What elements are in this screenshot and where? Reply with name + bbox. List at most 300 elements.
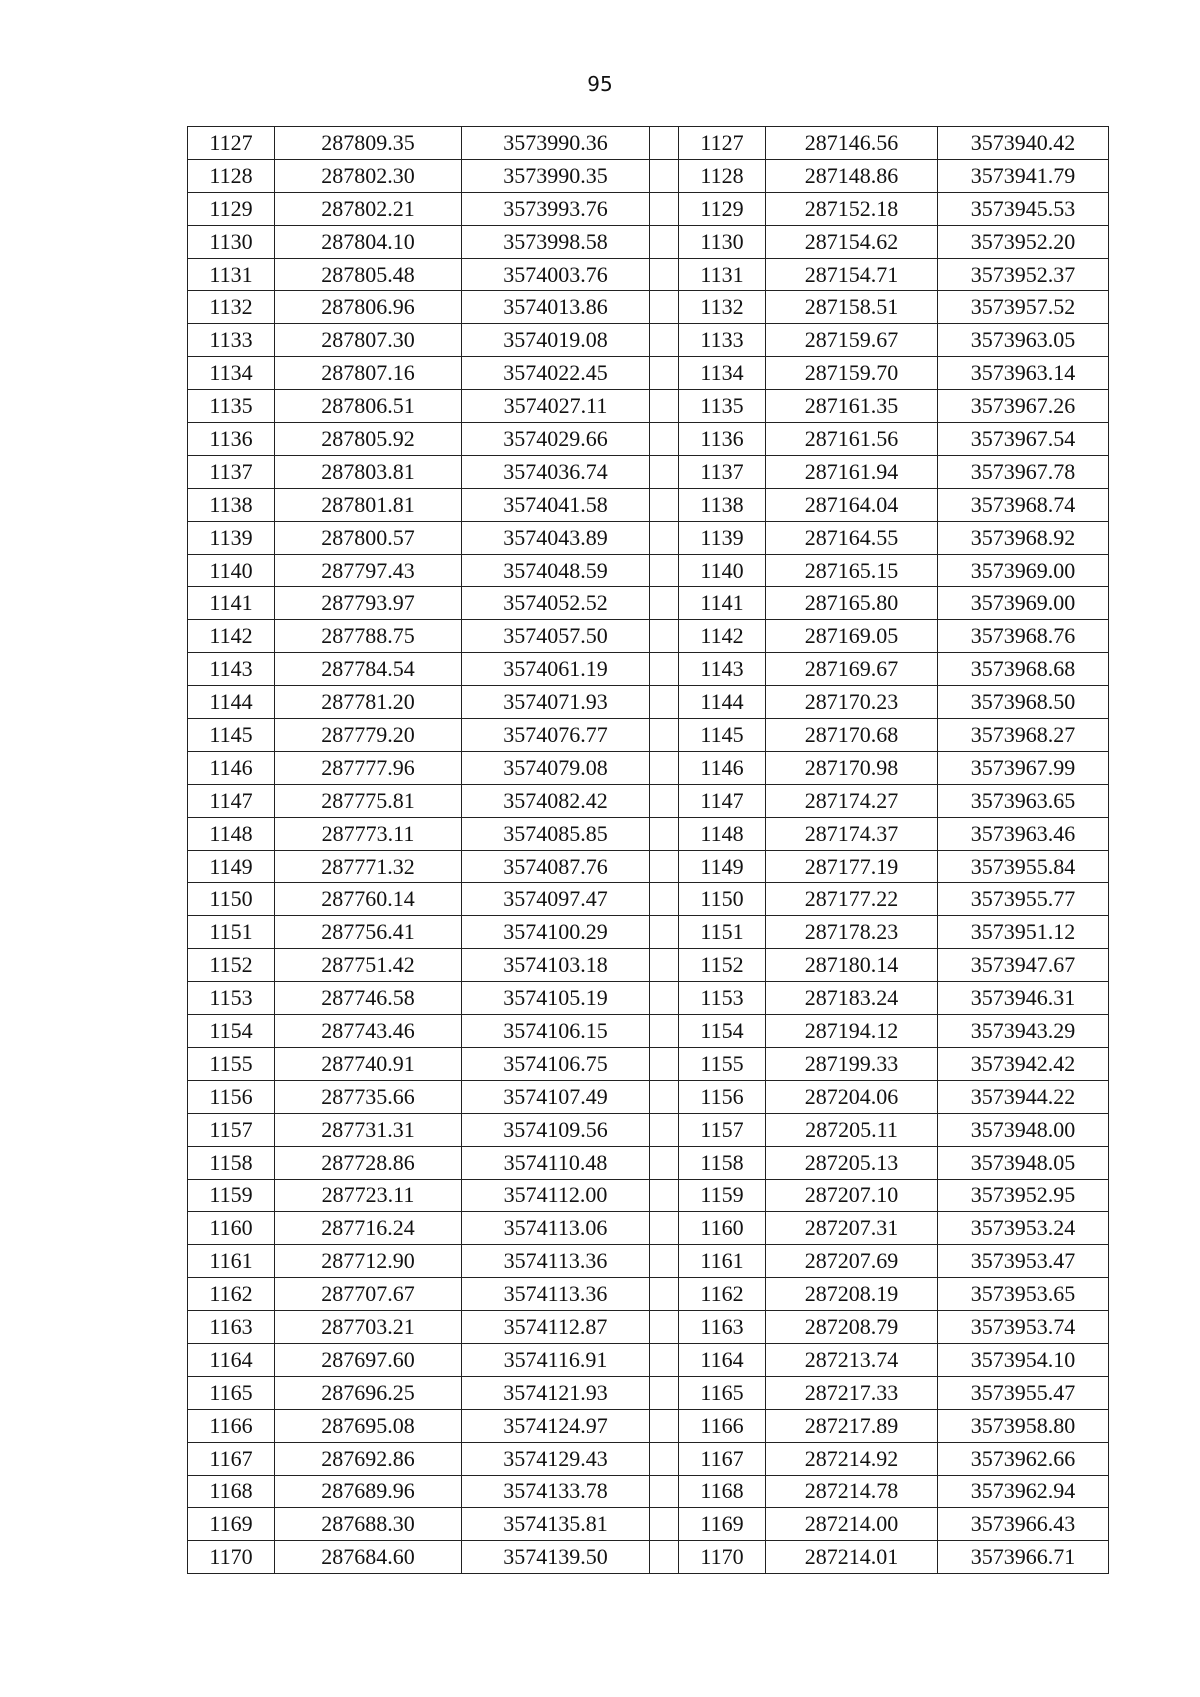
cell-x-left: 287797.43 bbox=[275, 554, 462, 587]
cell-separator bbox=[650, 127, 679, 160]
cell-y-right: 3573967.26 bbox=[938, 390, 1109, 423]
cell-x-right: 287208.19 bbox=[766, 1278, 938, 1311]
cell-x-right: 287207.69 bbox=[766, 1245, 938, 1278]
table-row bbox=[188, 1442, 1109, 1475]
cell-point-id-left: 1130 bbox=[188, 225, 275, 258]
cell-point-id-right: 1157 bbox=[679, 1113, 766, 1146]
cell-point-id-right: 1150 bbox=[679, 883, 766, 916]
table-row bbox=[188, 159, 1109, 192]
cell-point-id-right: 1147 bbox=[679, 784, 766, 817]
table-row bbox=[188, 1179, 1109, 1212]
cell-x-right: 287178.23 bbox=[766, 916, 938, 949]
cell-y-left: 3574100.29 bbox=[462, 916, 650, 949]
table-row bbox=[188, 1541, 1109, 1574]
cell-x-right: 287214.01 bbox=[766, 1541, 938, 1574]
table-row bbox=[188, 1113, 1109, 1146]
table-row bbox=[188, 324, 1109, 357]
cell-separator bbox=[650, 1475, 679, 1508]
cell-y-right: 3573953.74 bbox=[938, 1311, 1109, 1344]
cell-point-id-left: 1156 bbox=[188, 1080, 275, 1113]
cell-point-id-right: 1168 bbox=[679, 1475, 766, 1508]
cell-separator bbox=[650, 1146, 679, 1179]
cell-y-left: 3573998.58 bbox=[462, 225, 650, 258]
cell-y-right: 3573967.78 bbox=[938, 455, 1109, 488]
cell-y-right: 3573952.37 bbox=[938, 258, 1109, 291]
cell-point-id-right: 1130 bbox=[679, 225, 766, 258]
cell-x-right: 287204.06 bbox=[766, 1080, 938, 1113]
cell-x-left: 287716.24 bbox=[275, 1212, 462, 1245]
cell-y-right: 3573955.84 bbox=[938, 850, 1109, 883]
cell-point-id-right: 1170 bbox=[679, 1541, 766, 1574]
cell-point-id-right: 1127 bbox=[679, 127, 766, 160]
cell-y-left: 3574135.81 bbox=[462, 1508, 650, 1541]
cell-y-left: 3574071.93 bbox=[462, 686, 650, 719]
cell-y-right: 3573958.80 bbox=[938, 1409, 1109, 1442]
cell-point-id-left: 1164 bbox=[188, 1343, 275, 1376]
cell-x-right: 287169.67 bbox=[766, 653, 938, 686]
cell-separator bbox=[650, 455, 679, 488]
cell-x-right: 287152.18 bbox=[766, 192, 938, 225]
cell-point-id-left: 1142 bbox=[188, 620, 275, 653]
cell-y-left: 3574113.06 bbox=[462, 1212, 650, 1245]
cell-point-id-left: 1144 bbox=[188, 686, 275, 719]
cell-y-right: 3573955.77 bbox=[938, 883, 1109, 916]
cell-point-id-right: 1162 bbox=[679, 1278, 766, 1311]
table-row bbox=[188, 291, 1109, 324]
cell-separator bbox=[650, 1179, 679, 1212]
table-row bbox=[188, 225, 1109, 258]
cell-y-left: 3574097.47 bbox=[462, 883, 650, 916]
cell-point-id-right: 1146 bbox=[679, 751, 766, 784]
cell-x-left: 287788.75 bbox=[275, 620, 462, 653]
cell-x-left: 287805.48 bbox=[275, 258, 462, 291]
cell-y-right: 3573968.74 bbox=[938, 488, 1109, 521]
cell-y-left: 3574082.42 bbox=[462, 784, 650, 817]
cell-x-left: 287801.81 bbox=[275, 488, 462, 521]
cell-x-left: 287697.60 bbox=[275, 1343, 462, 1376]
cell-y-left: 3574103.18 bbox=[462, 949, 650, 982]
cell-point-id-right: 1158 bbox=[679, 1146, 766, 1179]
cell-y-left: 3574109.56 bbox=[462, 1113, 650, 1146]
table-row bbox=[188, 751, 1109, 784]
cell-point-id-left: 1141 bbox=[188, 587, 275, 620]
cell-x-right: 287174.37 bbox=[766, 817, 938, 850]
table-row bbox=[188, 587, 1109, 620]
cell-x-right: 287214.92 bbox=[766, 1442, 938, 1475]
cell-x-left: 287692.86 bbox=[275, 1442, 462, 1475]
cell-point-id-left: 1162 bbox=[188, 1278, 275, 1311]
cell-point-id-left: 1151 bbox=[188, 916, 275, 949]
cell-y-right: 3573966.71 bbox=[938, 1541, 1109, 1574]
cell-x-right: 287154.62 bbox=[766, 225, 938, 258]
cell-point-id-right: 1135 bbox=[679, 390, 766, 423]
table-row bbox=[188, 455, 1109, 488]
cell-y-right: 3573968.92 bbox=[938, 521, 1109, 554]
cell-y-right: 3573966.43 bbox=[938, 1508, 1109, 1541]
cell-x-right: 287170.68 bbox=[766, 719, 938, 752]
table-row bbox=[188, 1409, 1109, 1442]
table-row bbox=[188, 982, 1109, 1015]
cell-x-right: 287164.55 bbox=[766, 521, 938, 554]
cell-y-right: 3573945.53 bbox=[938, 192, 1109, 225]
cell-point-id-left: 1140 bbox=[188, 554, 275, 587]
table-row bbox=[188, 1278, 1109, 1311]
cell-separator bbox=[650, 653, 679, 686]
table-row bbox=[188, 521, 1109, 554]
cell-point-id-right: 1164 bbox=[679, 1343, 766, 1376]
cell-y-left: 3574124.97 bbox=[462, 1409, 650, 1442]
cell-x-right: 287161.35 bbox=[766, 390, 938, 423]
cell-y-right: 3573968.68 bbox=[938, 653, 1109, 686]
cell-y-left: 3574139.50 bbox=[462, 1541, 650, 1574]
cell-y-left: 3574079.08 bbox=[462, 751, 650, 784]
cell-x-right: 287177.19 bbox=[766, 850, 938, 883]
cell-x-right: 287161.56 bbox=[766, 423, 938, 456]
table-row bbox=[188, 883, 1109, 916]
cell-y-right: 3573969.00 bbox=[938, 554, 1109, 587]
cell-x-left: 287806.96 bbox=[275, 291, 462, 324]
cell-y-right: 3573952.20 bbox=[938, 225, 1109, 258]
table-row bbox=[188, 1508, 1109, 1541]
cell-y-right: 3573955.47 bbox=[938, 1376, 1109, 1409]
cell-y-left: 3574041.58 bbox=[462, 488, 650, 521]
cell-x-right: 287199.33 bbox=[766, 1047, 938, 1080]
cell-separator bbox=[650, 1080, 679, 1113]
cell-x-left: 287760.14 bbox=[275, 883, 462, 916]
cell-x-left: 287800.57 bbox=[275, 521, 462, 554]
cell-separator bbox=[650, 1113, 679, 1146]
table-row bbox=[188, 784, 1109, 817]
cell-separator bbox=[650, 192, 679, 225]
cell-separator bbox=[650, 1376, 679, 1409]
table-row bbox=[188, 653, 1109, 686]
cell-separator bbox=[650, 1442, 679, 1475]
table-row bbox=[188, 1475, 1109, 1508]
cell-y-right: 3573957.52 bbox=[938, 291, 1109, 324]
table-row bbox=[188, 390, 1109, 423]
cell-x-left: 287784.54 bbox=[275, 653, 462, 686]
cell-separator bbox=[650, 916, 679, 949]
cell-point-id-right: 1149 bbox=[679, 850, 766, 883]
cell-y-left: 3574057.50 bbox=[462, 620, 650, 653]
cell-point-id-right: 1165 bbox=[679, 1376, 766, 1409]
table-row bbox=[188, 423, 1109, 456]
cell-separator bbox=[650, 1508, 679, 1541]
cell-point-id-right: 1152 bbox=[679, 949, 766, 982]
cell-y-left: 3574013.86 bbox=[462, 291, 650, 324]
cell-separator bbox=[650, 521, 679, 554]
cell-x-left: 287723.11 bbox=[275, 1179, 462, 1212]
table-row bbox=[188, 1311, 1109, 1344]
cell-point-id-left: 1163 bbox=[188, 1311, 275, 1344]
cell-point-id-left: 1153 bbox=[188, 982, 275, 1015]
cell-y-right: 3573948.05 bbox=[938, 1146, 1109, 1179]
cell-point-id-left: 1135 bbox=[188, 390, 275, 423]
cell-point-id-left: 1159 bbox=[188, 1179, 275, 1212]
cell-point-id-right: 1129 bbox=[679, 192, 766, 225]
cell-y-left: 3574052.52 bbox=[462, 587, 650, 620]
cell-separator bbox=[650, 1541, 679, 1574]
table-row bbox=[188, 1245, 1109, 1278]
cell-point-id-right: 1142 bbox=[679, 620, 766, 653]
cell-x-left: 287695.08 bbox=[275, 1409, 462, 1442]
cell-x-right: 287146.56 bbox=[766, 127, 938, 160]
cell-point-id-left: 1166 bbox=[188, 1409, 275, 1442]
cell-separator bbox=[650, 620, 679, 653]
cell-separator bbox=[650, 423, 679, 456]
cell-separator bbox=[650, 751, 679, 784]
cell-separator bbox=[650, 1278, 679, 1311]
cell-point-id-right: 1167 bbox=[679, 1442, 766, 1475]
cell-x-left: 287805.92 bbox=[275, 423, 462, 456]
cell-x-right: 287159.70 bbox=[766, 357, 938, 390]
cell-separator bbox=[650, 159, 679, 192]
cell-point-id-left: 1131 bbox=[188, 258, 275, 291]
cell-point-id-left: 1136 bbox=[188, 423, 275, 456]
table-row bbox=[188, 554, 1109, 587]
cell-x-right: 287214.00 bbox=[766, 1508, 938, 1541]
cell-y-left: 3574112.87 bbox=[462, 1311, 650, 1344]
cell-point-id-left: 1138 bbox=[188, 488, 275, 521]
cell-point-id-left: 1169 bbox=[188, 1508, 275, 1541]
cell-point-id-left: 1127 bbox=[188, 127, 275, 160]
cell-point-id-left: 1161 bbox=[188, 1245, 275, 1278]
cell-y-left: 3574106.75 bbox=[462, 1047, 650, 1080]
cell-y-right: 3573942.42 bbox=[938, 1047, 1109, 1080]
cell-point-id-right: 1154 bbox=[679, 1015, 766, 1048]
cell-separator bbox=[650, 488, 679, 521]
cell-point-id-right: 1139 bbox=[679, 521, 766, 554]
cell-point-id-left: 1137 bbox=[188, 455, 275, 488]
cell-point-id-left: 1139 bbox=[188, 521, 275, 554]
cell-point-id-left: 1165 bbox=[188, 1376, 275, 1409]
cell-x-right: 287217.89 bbox=[766, 1409, 938, 1442]
cell-point-id-left: 1167 bbox=[188, 1442, 275, 1475]
cell-separator bbox=[650, 1015, 679, 1048]
cell-separator bbox=[650, 324, 679, 357]
cell-x-left: 287751.42 bbox=[275, 949, 462, 982]
cell-point-id-right: 1156 bbox=[679, 1080, 766, 1113]
cell-x-right: 287177.22 bbox=[766, 883, 938, 916]
cell-y-right: 3573952.95 bbox=[938, 1179, 1109, 1212]
table-row bbox=[188, 686, 1109, 719]
cell-separator bbox=[650, 1245, 679, 1278]
cell-separator bbox=[650, 291, 679, 324]
cell-y-left: 3574048.59 bbox=[462, 554, 650, 587]
cell-separator bbox=[650, 719, 679, 752]
cell-y-left: 3574019.08 bbox=[462, 324, 650, 357]
cell-point-id-left: 1157 bbox=[188, 1113, 275, 1146]
cell-x-left: 287743.46 bbox=[275, 1015, 462, 1048]
cell-point-id-left: 1154 bbox=[188, 1015, 275, 1048]
cell-y-right: 3573944.22 bbox=[938, 1080, 1109, 1113]
cell-y-left: 3574107.49 bbox=[462, 1080, 650, 1113]
table-row bbox=[188, 357, 1109, 390]
cell-y-left: 3574087.76 bbox=[462, 850, 650, 883]
cell-y-right: 3573948.00 bbox=[938, 1113, 1109, 1146]
cell-separator bbox=[650, 817, 679, 850]
cell-x-left: 287735.66 bbox=[275, 1080, 462, 1113]
cell-y-right: 3573968.76 bbox=[938, 620, 1109, 653]
cell-point-id-left: 1146 bbox=[188, 751, 275, 784]
cell-x-left: 287728.86 bbox=[275, 1146, 462, 1179]
cell-x-left: 287807.30 bbox=[275, 324, 462, 357]
cell-separator bbox=[650, 258, 679, 291]
cell-point-id-right: 1151 bbox=[679, 916, 766, 949]
table-row bbox=[188, 817, 1109, 850]
cell-x-left: 287802.30 bbox=[275, 159, 462, 192]
cell-y-left: 3574133.78 bbox=[462, 1475, 650, 1508]
cell-point-id-right: 1128 bbox=[679, 159, 766, 192]
cell-x-right: 287180.14 bbox=[766, 949, 938, 982]
cell-separator bbox=[650, 784, 679, 817]
cell-y-right: 3573968.50 bbox=[938, 686, 1109, 719]
cell-point-id-left: 1129 bbox=[188, 192, 275, 225]
cell-y-left: 3573990.36 bbox=[462, 127, 650, 160]
cell-point-id-left: 1152 bbox=[188, 949, 275, 982]
table-row bbox=[188, 258, 1109, 291]
cell-y-right: 3573963.14 bbox=[938, 357, 1109, 390]
cell-y-right: 3573946.31 bbox=[938, 982, 1109, 1015]
cell-point-id-right: 1136 bbox=[679, 423, 766, 456]
cell-y-left: 3574085.85 bbox=[462, 817, 650, 850]
cell-y-right: 3573940.42 bbox=[938, 127, 1109, 160]
cell-x-right: 287214.78 bbox=[766, 1475, 938, 1508]
cell-separator bbox=[650, 686, 679, 719]
cell-y-left: 3574121.93 bbox=[462, 1376, 650, 1409]
cell-y-left: 3574076.77 bbox=[462, 719, 650, 752]
cell-point-id-left: 1158 bbox=[188, 1146, 275, 1179]
cell-y-right: 3573951.12 bbox=[938, 916, 1109, 949]
cell-separator bbox=[650, 883, 679, 916]
cell-point-id-right: 1148 bbox=[679, 817, 766, 850]
cell-separator bbox=[650, 357, 679, 390]
cell-point-id-right: 1134 bbox=[679, 357, 766, 390]
cell-y-left: 3574036.74 bbox=[462, 455, 650, 488]
cell-point-id-left: 1143 bbox=[188, 653, 275, 686]
cell-x-left: 287781.20 bbox=[275, 686, 462, 719]
cell-y-left: 3574129.43 bbox=[462, 1442, 650, 1475]
cell-separator bbox=[650, 850, 679, 883]
cell-x-left: 287740.91 bbox=[275, 1047, 462, 1080]
cell-x-left: 287793.97 bbox=[275, 587, 462, 620]
cell-x-left: 287803.81 bbox=[275, 455, 462, 488]
cell-y-left: 3574112.00 bbox=[462, 1179, 650, 1212]
cell-point-id-left: 1149 bbox=[188, 850, 275, 883]
cell-separator bbox=[650, 1343, 679, 1376]
cell-y-left: 3574022.45 bbox=[462, 357, 650, 390]
cell-x-right: 287213.74 bbox=[766, 1343, 938, 1376]
cell-x-left: 287688.30 bbox=[275, 1508, 462, 1541]
cell-y-left: 3574027.11 bbox=[462, 390, 650, 423]
cell-point-id-left: 1160 bbox=[188, 1212, 275, 1245]
cell-x-right: 287165.80 bbox=[766, 587, 938, 620]
cell-x-right: 287170.98 bbox=[766, 751, 938, 784]
cell-point-id-right: 1159 bbox=[679, 1179, 766, 1212]
cell-y-right: 3573953.24 bbox=[938, 1212, 1109, 1245]
table-row bbox=[188, 620, 1109, 653]
cell-x-right: 287194.12 bbox=[766, 1015, 938, 1048]
cell-y-right: 3573953.47 bbox=[938, 1245, 1109, 1278]
cell-separator bbox=[650, 587, 679, 620]
cell-point-id-right: 1137 bbox=[679, 455, 766, 488]
cell-x-left: 287756.41 bbox=[275, 916, 462, 949]
cell-y-right: 3573943.29 bbox=[938, 1015, 1109, 1048]
cell-separator bbox=[650, 390, 679, 423]
cell-y-right: 3573967.99 bbox=[938, 751, 1109, 784]
cell-separator bbox=[650, 982, 679, 1015]
cell-x-left: 287696.25 bbox=[275, 1376, 462, 1409]
table-row bbox=[188, 1212, 1109, 1245]
cell-x-right: 287159.67 bbox=[766, 324, 938, 357]
cell-point-id-left: 1145 bbox=[188, 719, 275, 752]
cell-x-left: 287712.90 bbox=[275, 1245, 462, 1278]
cell-y-left: 3574043.89 bbox=[462, 521, 650, 554]
cell-x-right: 287164.04 bbox=[766, 488, 938, 521]
cell-x-right: 287158.51 bbox=[766, 291, 938, 324]
cell-y-left: 3574105.19 bbox=[462, 982, 650, 1015]
cell-x-left: 287777.96 bbox=[275, 751, 462, 784]
cell-x-left: 287746.58 bbox=[275, 982, 462, 1015]
cell-x-left: 287707.67 bbox=[275, 1278, 462, 1311]
cell-point-id-left: 1134 bbox=[188, 357, 275, 390]
cell-y-right: 3573967.54 bbox=[938, 423, 1109, 456]
page-number: 95 bbox=[587, 72, 613, 96]
cell-point-id-left: 1148 bbox=[188, 817, 275, 850]
cell-point-id-right: 1153 bbox=[679, 982, 766, 1015]
cell-x-left: 287802.21 bbox=[275, 192, 462, 225]
cell-point-id-right: 1145 bbox=[679, 719, 766, 752]
cell-x-right: 287217.33 bbox=[766, 1376, 938, 1409]
cell-x-left: 287773.11 bbox=[275, 817, 462, 850]
cell-x-left: 287771.32 bbox=[275, 850, 462, 883]
table-row bbox=[188, 916, 1109, 949]
cell-y-right: 3573963.65 bbox=[938, 784, 1109, 817]
table-row bbox=[188, 719, 1109, 752]
cell-point-id-right: 1140 bbox=[679, 554, 766, 587]
cell-point-id-left: 1128 bbox=[188, 159, 275, 192]
cell-point-id-left: 1132 bbox=[188, 291, 275, 324]
table-row bbox=[188, 192, 1109, 225]
cell-x-left: 287775.81 bbox=[275, 784, 462, 817]
cell-separator bbox=[650, 1212, 679, 1245]
cell-point-id-right: 1131 bbox=[679, 258, 766, 291]
cell-y-left: 3573993.76 bbox=[462, 192, 650, 225]
table-row bbox=[188, 1047, 1109, 1080]
cell-x-right: 287154.71 bbox=[766, 258, 938, 291]
cell-point-id-right: 1144 bbox=[679, 686, 766, 719]
cell-point-id-left: 1168 bbox=[188, 1475, 275, 1508]
cell-y-left: 3574116.91 bbox=[462, 1343, 650, 1376]
cell-y-left: 3574110.48 bbox=[462, 1146, 650, 1179]
table-row bbox=[188, 1146, 1109, 1179]
cell-x-left: 287806.51 bbox=[275, 390, 462, 423]
cell-separator bbox=[650, 1311, 679, 1344]
cell-y-left: 3573990.35 bbox=[462, 159, 650, 192]
cell-point-id-right: 1166 bbox=[679, 1409, 766, 1442]
cell-y-right: 3573954.10 bbox=[938, 1343, 1109, 1376]
cell-y-right: 3573969.00 bbox=[938, 587, 1109, 620]
cell-x-left: 287779.20 bbox=[275, 719, 462, 752]
cell-x-left: 287804.10 bbox=[275, 225, 462, 258]
table-row bbox=[188, 127, 1109, 160]
table-row bbox=[188, 949, 1109, 982]
cell-y-right: 3573962.66 bbox=[938, 1442, 1109, 1475]
cell-y-right: 3573963.46 bbox=[938, 817, 1109, 850]
cell-point-id-left: 1170 bbox=[188, 1541, 275, 1574]
cell-x-right: 287169.05 bbox=[766, 620, 938, 653]
cell-separator bbox=[650, 949, 679, 982]
